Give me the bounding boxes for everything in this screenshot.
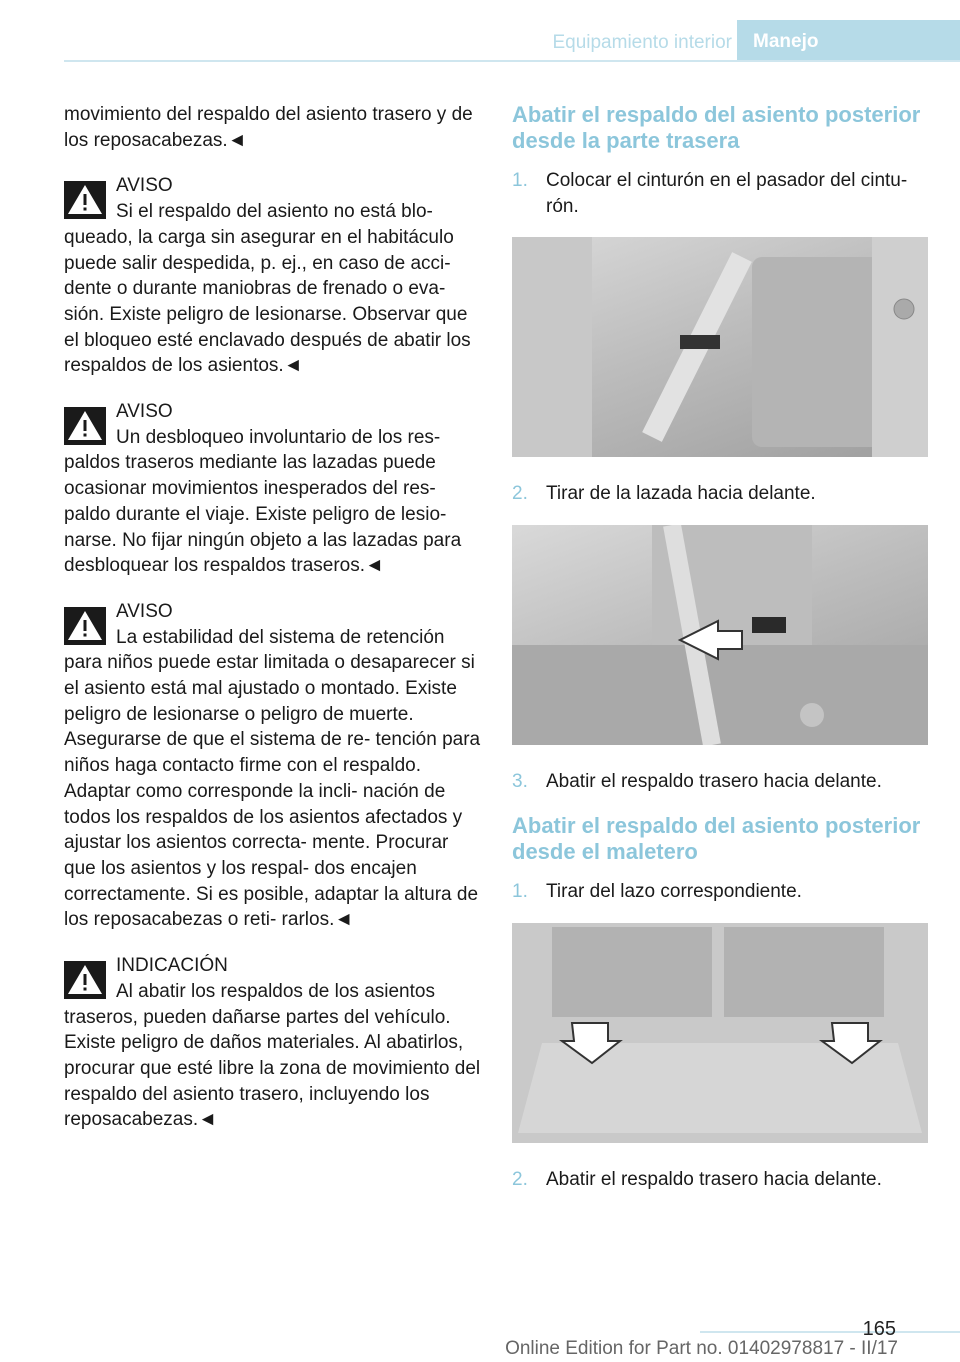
edition-footer: Online Edition for Part no. 01402978817 - II/17 <box>505 1338 898 1359</box>
header-rule <box>64 60 960 62</box>
step-number: 1. <box>512 880 528 902</box>
step-item <box>512 879 928 905</box>
step-item <box>512 481 928 507</box>
left-column <box>64 102 484 1153</box>
warning-triangle-icon <box>64 607 106 645</box>
header-chapter-tab: Manejo <box>737 20 960 62</box>
step-item <box>512 1167 928 1193</box>
step-text: Abatir el respaldo trasero hacia delante. <box>546 1168 882 1190</box>
photo-seat-belt-pin <box>512 237 928 457</box>
warning-text: paldos traseros mediante las lazadas puede ocasionar movimientos inesperados del res- paldo durante el viaje. Existe peligro de lesio- narse. No fijar ningún objeto a las lazadas para desbloquear los respaldos traseros.◄ <box>64 452 462 577</box>
warning-triangle-icon <box>64 407 106 445</box>
warning-text: para niños puede estar limitada o desaparecer si el asiento está mal ajustado o montado. Existe peligro de lesionarse o peligro de muerte. Asegurarse de que el sistema de re- tención para niños haga contacto firme con el respaldo. Adaptar como corresponde la incli- nación de todos los respaldos de los asientos afectados y ajustar los asientos correcta- mente. Procurar que los asientos y los respal- dos encajen correctamente. Si es posible, adaptar la altura de los reposacabezas o reti- rarlos.◄ <box>64 652 481 931</box>
warning-triangle-icon <box>64 961 106 999</box>
notice-block <box>64 953 484 1133</box>
warning-block-2 <box>64 399 484 579</box>
trunk-illustration <box>512 923 928 1143</box>
seat-loop-illustration <box>512 525 928 745</box>
seat-illustration <box>512 237 928 457</box>
right-column <box>512 102 928 1210</box>
header-section-title: Equipamiento interior <box>552 32 732 53</box>
photo-trunk-loops <box>512 923 928 1143</box>
notice-text-first-line: Al abatir los respaldos de los asientos <box>116 980 435 1002</box>
step-item <box>512 769 928 795</box>
step-text: Tirar de la lazada hacia delante. <box>546 483 816 505</box>
warning-triangle-icon <box>64 181 106 219</box>
warning-title: AVISO <box>116 401 173 423</box>
section-heading-trunk: Abatir el respaldo del asiento posterior desde el maletero <box>512 812 921 864</box>
step-text: Abatir el respaldo trasero hacia delante. <box>546 771 882 793</box>
warning-text-first-line: Si el respaldo del asiento no está blo- <box>116 201 433 223</box>
warning-text-first-line: La estabilidad del sistema de retención <box>116 626 445 648</box>
step-number: 1. <box>512 170 528 191</box>
step-text: Tirar del lazo correspondiente. <box>546 880 802 902</box>
photo-loop-pull <box>512 525 928 745</box>
warning-text: queado, la carga sin asegurar en el habitáculo puede salir despedida, p. ej., en caso de acci- dente o durante maniobras de frenado o eva- sión. Existe peligro de lesionarse. Observar que el bloqueo esté enclavado después de abatir los respaldos de los asientos.◄ <box>64 226 471 377</box>
notice-title: INDICACIÓN <box>116 955 228 977</box>
intro-text: movimiento del respaldo del asiento trasero y de los reposacabezas.◄ <box>64 104 473 151</box>
warning-block-3 <box>64 599 484 933</box>
step-item <box>512 168 928 219</box>
page-number: 165 <box>862 1318 896 1340</box>
step-text: Colocar el cinturón en el pasador del cintu- rón. <box>546 170 908 217</box>
step-number: 2. <box>512 1168 528 1190</box>
notice-text: traseros, pueden dañarse partes del vehículo. Existe peligro de daños materiales. Al abatirlos, procurar que esté libre la zona de movimiento del respaldo del asiento trasero, incluyendo los reposacabezas.◄ <box>64 1006 481 1131</box>
step-number: 2. <box>512 483 528 505</box>
warning-title: AVISO <box>116 175 173 197</box>
warning-block-1 <box>64 173 484 379</box>
step-number: 3. <box>512 771 528 793</box>
warning-title: AVISO <box>116 600 173 622</box>
section-heading-rear: Abatir el respaldo del asiento posterior desde la parte trasera <box>512 102 921 153</box>
warning-text-first-line: Un desbloqueo involuntario de los res- <box>116 426 441 448</box>
